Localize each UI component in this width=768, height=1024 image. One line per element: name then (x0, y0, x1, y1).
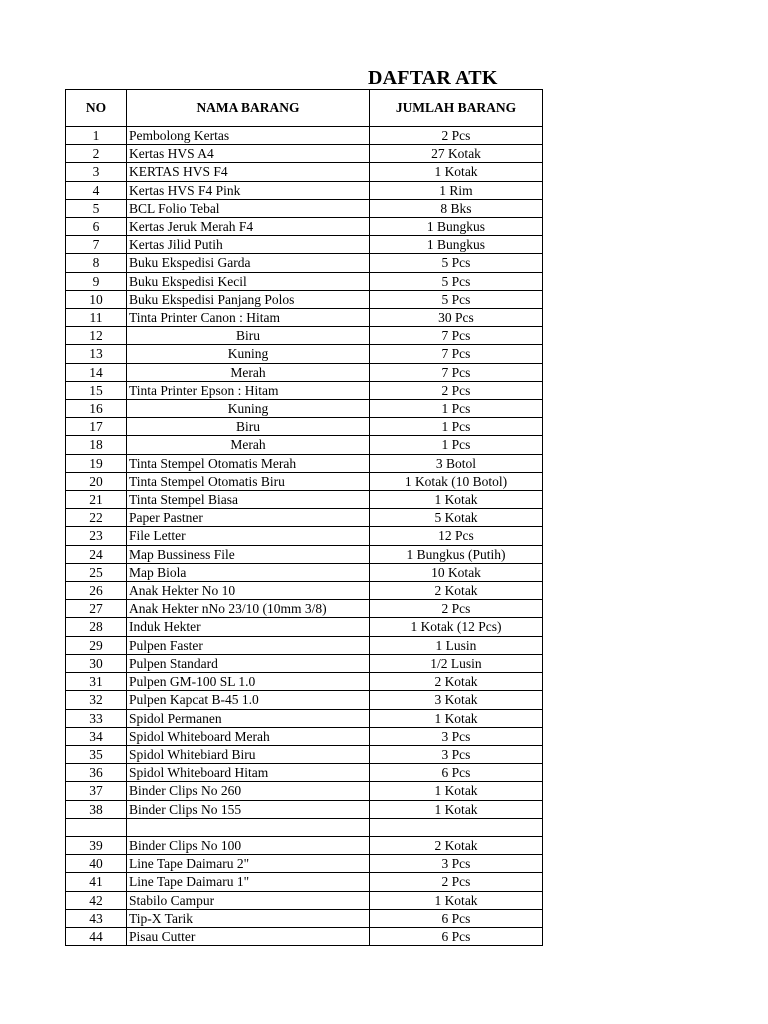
item-quantity: 1 Kotak (370, 163, 543, 181)
item-quantity: 1 Pcs (370, 436, 543, 454)
item-name: Spidol Permanen (127, 709, 370, 727)
item-quantity: 2 Pcs (370, 600, 543, 618)
item-number: 24 (66, 545, 127, 563)
item-name: Spidol Whitebiard Biru (127, 745, 370, 763)
header-item-name: NAMA BARANG (127, 90, 370, 127)
item-name: Binder Clips No 100 (127, 836, 370, 854)
item-number: 18 (66, 436, 127, 454)
item-quantity: 1 Kotak (370, 800, 543, 818)
item-name: Merah (127, 436, 370, 454)
table-row (66, 436, 543, 454)
item-number: 36 (66, 764, 127, 782)
table-row (66, 527, 543, 545)
table-row (66, 199, 543, 217)
item-number: 23 (66, 527, 127, 545)
table-row (66, 290, 543, 308)
table-row (66, 472, 543, 490)
item-name: Anak Hekter nNo 23/10 (10mm 3/8) (127, 600, 370, 618)
item-name: Line Tape Daimaru 2" (127, 855, 370, 873)
item-number: 7 (66, 236, 127, 254)
item-name: Kuning (127, 345, 370, 363)
item-name: Kertas HVS A4 (127, 145, 370, 163)
table-header-row (66, 90, 543, 127)
item-quantity: 3 Pcs (370, 855, 543, 873)
item-quantity: 1 Kotak (12 Pcs) (370, 618, 543, 636)
item-number: 4 (66, 181, 127, 199)
item-name: Tinta Stempel Otomatis Biru (127, 472, 370, 490)
item-quantity: 5 Pcs (370, 272, 543, 290)
table-row (66, 727, 543, 745)
item-number: 35 (66, 745, 127, 763)
item-number: 13 (66, 345, 127, 363)
item-quantity: 1 Kotak (370, 891, 543, 909)
atk-table (65, 89, 543, 946)
item-name: Anak Hekter No 10 (127, 582, 370, 600)
item-quantity: 7 Pcs (370, 345, 543, 363)
item-name: Pulpen Standard (127, 654, 370, 672)
item-quantity: 7 Pcs (370, 363, 543, 381)
table-row (66, 363, 543, 381)
table-row (66, 272, 543, 290)
item-quantity: 1 Rim (370, 181, 543, 199)
item-number: 22 (66, 509, 127, 527)
item-number: 8 (66, 254, 127, 272)
item-number: 16 (66, 400, 127, 418)
header-no: NO (66, 90, 127, 127)
item-quantity: 1 Lusin (370, 636, 543, 654)
table-row (66, 764, 543, 782)
table-row (66, 782, 543, 800)
item-number: 10 (66, 290, 127, 308)
item-quantity: 12 Pcs (370, 527, 543, 545)
item-number: 19 (66, 454, 127, 472)
table-row (66, 654, 543, 672)
item-name: Map Bussiness File (127, 545, 370, 563)
item-number: 32 (66, 691, 127, 709)
item-quantity: 6 Pcs (370, 909, 543, 927)
table-row (66, 236, 543, 254)
item-quantity: 2 Pcs (370, 127, 543, 145)
item-number: 12 (66, 327, 127, 345)
table-row (66, 381, 543, 399)
item-name: Line Tape Daimaru 1" (127, 873, 370, 891)
item-number: 15 (66, 381, 127, 399)
item-quantity: 27 Kotak (370, 145, 543, 163)
item-quantity: 6 Pcs (370, 764, 543, 782)
item-quantity: 2 Pcs (370, 873, 543, 891)
item-number: 30 (66, 654, 127, 672)
item-number: 34 (66, 727, 127, 745)
item-quantity: 8 Bks (370, 199, 543, 217)
table-row (66, 145, 543, 163)
table-row (66, 691, 543, 709)
item-quantity: 5 Kotak (370, 509, 543, 527)
item-number: 42 (66, 891, 127, 909)
item-quantity: 3 Botol (370, 454, 543, 472)
item-number (66, 818, 127, 836)
table-row (66, 800, 543, 818)
item-name: Stabilo Campur (127, 891, 370, 909)
table-row (66, 563, 543, 581)
table-row (66, 345, 543, 363)
item-number: 11 (66, 309, 127, 327)
item-number: 40 (66, 855, 127, 873)
item-name: Merah (127, 363, 370, 381)
item-number: 9 (66, 272, 127, 290)
item-name: File Letter (127, 527, 370, 545)
item-quantity: 1 Kotak (370, 782, 543, 800)
table-row-blank (66, 818, 543, 836)
table-body (66, 127, 543, 946)
item-name: Pembolong Kertas (127, 127, 370, 145)
item-number: 6 (66, 218, 127, 236)
table-row (66, 909, 543, 927)
item-name: Pisau Cutter (127, 927, 370, 945)
item-name: Buku Ekspedisi Panjang Polos (127, 290, 370, 308)
table-row (66, 254, 543, 272)
item-name: Induk Hekter (127, 618, 370, 636)
item-number: 2 (66, 145, 127, 163)
item-name: BCL Folio Tebal (127, 199, 370, 217)
item-quantity: 3 Kotak (370, 691, 543, 709)
item-name: Buku Ekspedisi Kecil (127, 272, 370, 290)
item-name: Pulpen GM-100 SL 1.0 (127, 673, 370, 691)
table-row (66, 127, 543, 145)
table-row (66, 582, 543, 600)
item-quantity: 1 Bungkus (Putih) (370, 545, 543, 563)
item-quantity: 3 Pcs (370, 745, 543, 763)
item-number: 1 (66, 127, 127, 145)
table-row (66, 600, 543, 618)
table-row (66, 491, 543, 509)
item-number: 39 (66, 836, 127, 854)
table-row (66, 218, 543, 236)
item-name: Pulpen Faster (127, 636, 370, 654)
item-number: 26 (66, 582, 127, 600)
item-name: Biru (127, 418, 370, 436)
item-number: 28 (66, 618, 127, 636)
item-name: Pulpen Kapcat B-45 1.0 (127, 691, 370, 709)
item-quantity: 1/2 Lusin (370, 654, 543, 672)
table-row (66, 327, 543, 345)
item-number: 37 (66, 782, 127, 800)
table-row (66, 891, 543, 909)
item-name: Spidol Whiteboard Hitam (127, 764, 370, 782)
table-row (66, 927, 543, 945)
item-name: KERTAS HVS F4 (127, 163, 370, 181)
item-name: Tinta Printer Canon : Hitam (127, 309, 370, 327)
item-name: Kuning (127, 400, 370, 418)
item-number: 41 (66, 873, 127, 891)
item-quantity: 1 Bungkus (370, 236, 543, 254)
table-row (66, 836, 543, 854)
item-number: 31 (66, 673, 127, 691)
table-row (66, 673, 543, 691)
item-number: 3 (66, 163, 127, 181)
header-quantity: JUMLAH BARANG (370, 90, 543, 127)
item-quantity: 2 Pcs (370, 381, 543, 399)
item-quantity: 2 Kotak (370, 836, 543, 854)
item-number: 33 (66, 709, 127, 727)
item-quantity: 10 Kotak (370, 563, 543, 581)
item-quantity: 3 Pcs (370, 727, 543, 745)
item-name: Biru (127, 327, 370, 345)
table-row (66, 400, 543, 418)
item-quantity: 1 Pcs (370, 400, 543, 418)
item-quantity: 1 Kotak (10 Botol) (370, 472, 543, 490)
item-number: 17 (66, 418, 127, 436)
item-name: Buku Ekspedisi Garda (127, 254, 370, 272)
item-number: 20 (66, 472, 127, 490)
item-number: 43 (66, 909, 127, 927)
item-name: Tip-X Tarik (127, 909, 370, 927)
item-name: Kertas Jilid Putih (127, 236, 370, 254)
item-number: 44 (66, 927, 127, 945)
item-quantity: 30 Pcs (370, 309, 543, 327)
item-name (127, 818, 370, 836)
item-quantity: 7 Pcs (370, 327, 543, 345)
table-row (66, 855, 543, 873)
item-quantity: 5 Pcs (370, 254, 543, 272)
item-number: 25 (66, 563, 127, 581)
item-name: Tinta Stempel Biasa (127, 491, 370, 509)
item-name: Map Biola (127, 563, 370, 581)
item-quantity: 5 Pcs (370, 290, 543, 308)
item-name: Kertas HVS F4 Pink (127, 181, 370, 199)
item-quantity: 2 Kotak (370, 582, 543, 600)
item-quantity: 6 Pcs (370, 927, 543, 945)
table-row (66, 618, 543, 636)
item-name: Kertas Jeruk Merah F4 (127, 218, 370, 236)
table-row (66, 709, 543, 727)
item-number: 29 (66, 636, 127, 654)
table-row (66, 163, 543, 181)
table-row (66, 418, 543, 436)
item-number: 21 (66, 491, 127, 509)
item-number: 14 (66, 363, 127, 381)
item-name: Binder Clips No 155 (127, 800, 370, 818)
table-row (66, 636, 543, 654)
document-title: DAFTAR ATK (368, 67, 498, 89)
item-name: Spidol Whiteboard Merah (127, 727, 370, 745)
table-row (66, 509, 543, 527)
item-quantity: 1 Kotak (370, 491, 543, 509)
item-quantity: 1 Kotak (370, 709, 543, 727)
item-number: 38 (66, 800, 127, 818)
item-name: Paper Pastner (127, 509, 370, 527)
table-row (66, 454, 543, 472)
table-row (66, 745, 543, 763)
item-quantity: 1 Pcs (370, 418, 543, 436)
item-number: 5 (66, 199, 127, 217)
table-row (66, 545, 543, 563)
item-quantity: 2 Kotak (370, 673, 543, 691)
item-name: Binder Clips No 260 (127, 782, 370, 800)
table-row (66, 873, 543, 891)
item-name: Tinta Stempel Otomatis Merah (127, 454, 370, 472)
item-quantity (370, 818, 543, 836)
table-row (66, 181, 543, 199)
table-row (66, 309, 543, 327)
item-quantity: 1 Bungkus (370, 218, 543, 236)
item-number: 27 (66, 600, 127, 618)
item-name: Tinta Printer Epson : Hitam (127, 381, 370, 399)
